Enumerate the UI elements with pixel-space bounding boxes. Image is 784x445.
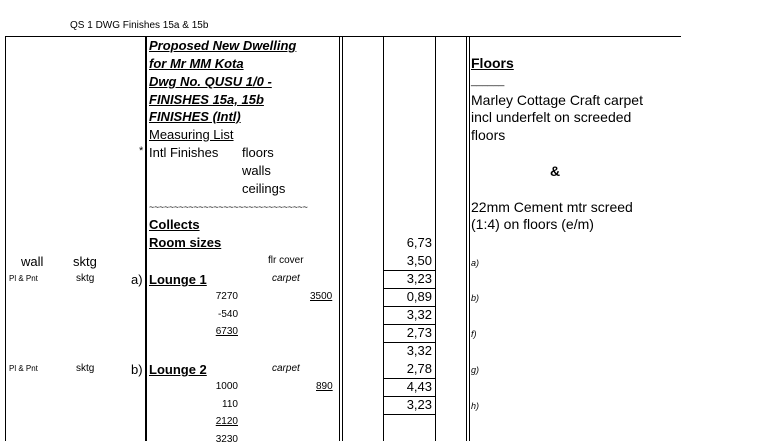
dimension: 6730 [215,326,238,337]
dimension: 110 [222,399,238,410]
room-cover: carpet [272,363,300,374]
ampersand: & [550,163,561,179]
collects-heading: Collects [149,217,200,232]
project-line: for Mr MM Kota [149,56,244,71]
dimension: -540 [217,309,238,320]
floors-heading: Floors [471,55,514,71]
ref-letter: b) [471,293,480,303]
value-cell: 0,89 [406,289,432,304]
project-line: Dwg No. QUSU 1/0 - [149,74,272,89]
floors-desc: incl underfelt on screeded [471,109,632,125]
sheet-title: QS 1 DWG Finishes 15a & 15b [70,20,209,31]
value-cell: 3,50 [406,253,432,268]
value-cell: 3,23 [406,271,432,286]
right-dimension: 3500 [310,291,333,302]
room-name: Lounge 1 [149,272,207,287]
dimension: 2120 [215,416,238,427]
finish-item: ceilings [242,181,286,196]
project-line: Proposed New Dwelling [149,38,297,53]
value-cell: 3,32 [406,343,432,358]
room-letter: b) [131,362,143,377]
room-sizes-heading: Room sizes [149,235,222,250]
value-cell: 3,32 [406,307,432,322]
dimension: 3230 [215,434,238,445]
ref-letter: f) [471,329,477,339]
star-mark: * [139,145,144,157]
room-name: Lounge 2 [149,362,207,377]
column-divider [435,37,436,441]
intl-finishes: Intl Finishes [149,145,219,160]
floors-underline: ______ [471,76,505,87]
ref-letter: g) [471,365,480,375]
column-divider [466,37,467,441]
finish-item: floors [242,145,274,160]
column-divider [339,37,340,441]
column-divider [342,37,343,441]
column-divider [5,37,6,441]
room-letter: a) [131,272,143,287]
ref-letter: h) [471,401,480,411]
measuring-list: Measuring List [149,127,234,142]
value-rule [383,414,435,415]
pl-pnt-label: Pl & Pnt [9,274,38,283]
sktg-label: sktg [73,254,97,269]
value-cell: 4,43 [406,379,432,394]
column-divider [469,37,470,441]
ref-letter: a) [471,258,480,268]
sktg-label: sktg [76,273,95,284]
header-rule [5,36,681,37]
finish-item: walls [242,163,271,178]
sktg-label: sktg [76,363,95,374]
project-line: FINISHES (Intl) [149,109,241,124]
column-divider [145,37,147,441]
dimension: 7270 [215,291,238,302]
room-cover: carpet [272,273,300,284]
right-dimension: 890 [316,381,333,392]
project-line: FINISHES 15a, 15b [149,92,264,107]
pl-pnt-label: Pl & Pnt [9,364,38,373]
wall-label: wall [21,254,44,269]
floors-desc: floors [471,127,506,143]
value-cell: 2,73 [406,325,432,340]
tilde-line: ~~~~~~~~~~~~~~~~~~~~~~~~~~~~~~~~ [149,203,308,212]
floors-desc: Marley Cottage Craft carpet [471,92,643,108]
screed-desc: (1:4) on floors (e/m) [471,216,594,232]
dimension: 1000 [215,381,238,392]
value-cell: 2,78 [406,361,432,376]
screed-desc: 22mm Cement mtr screed [471,199,633,215]
value-cell: 6,73 [406,235,432,250]
flr-cover-label: flr cover [268,255,304,266]
value-cell: 3,23 [406,397,432,412]
